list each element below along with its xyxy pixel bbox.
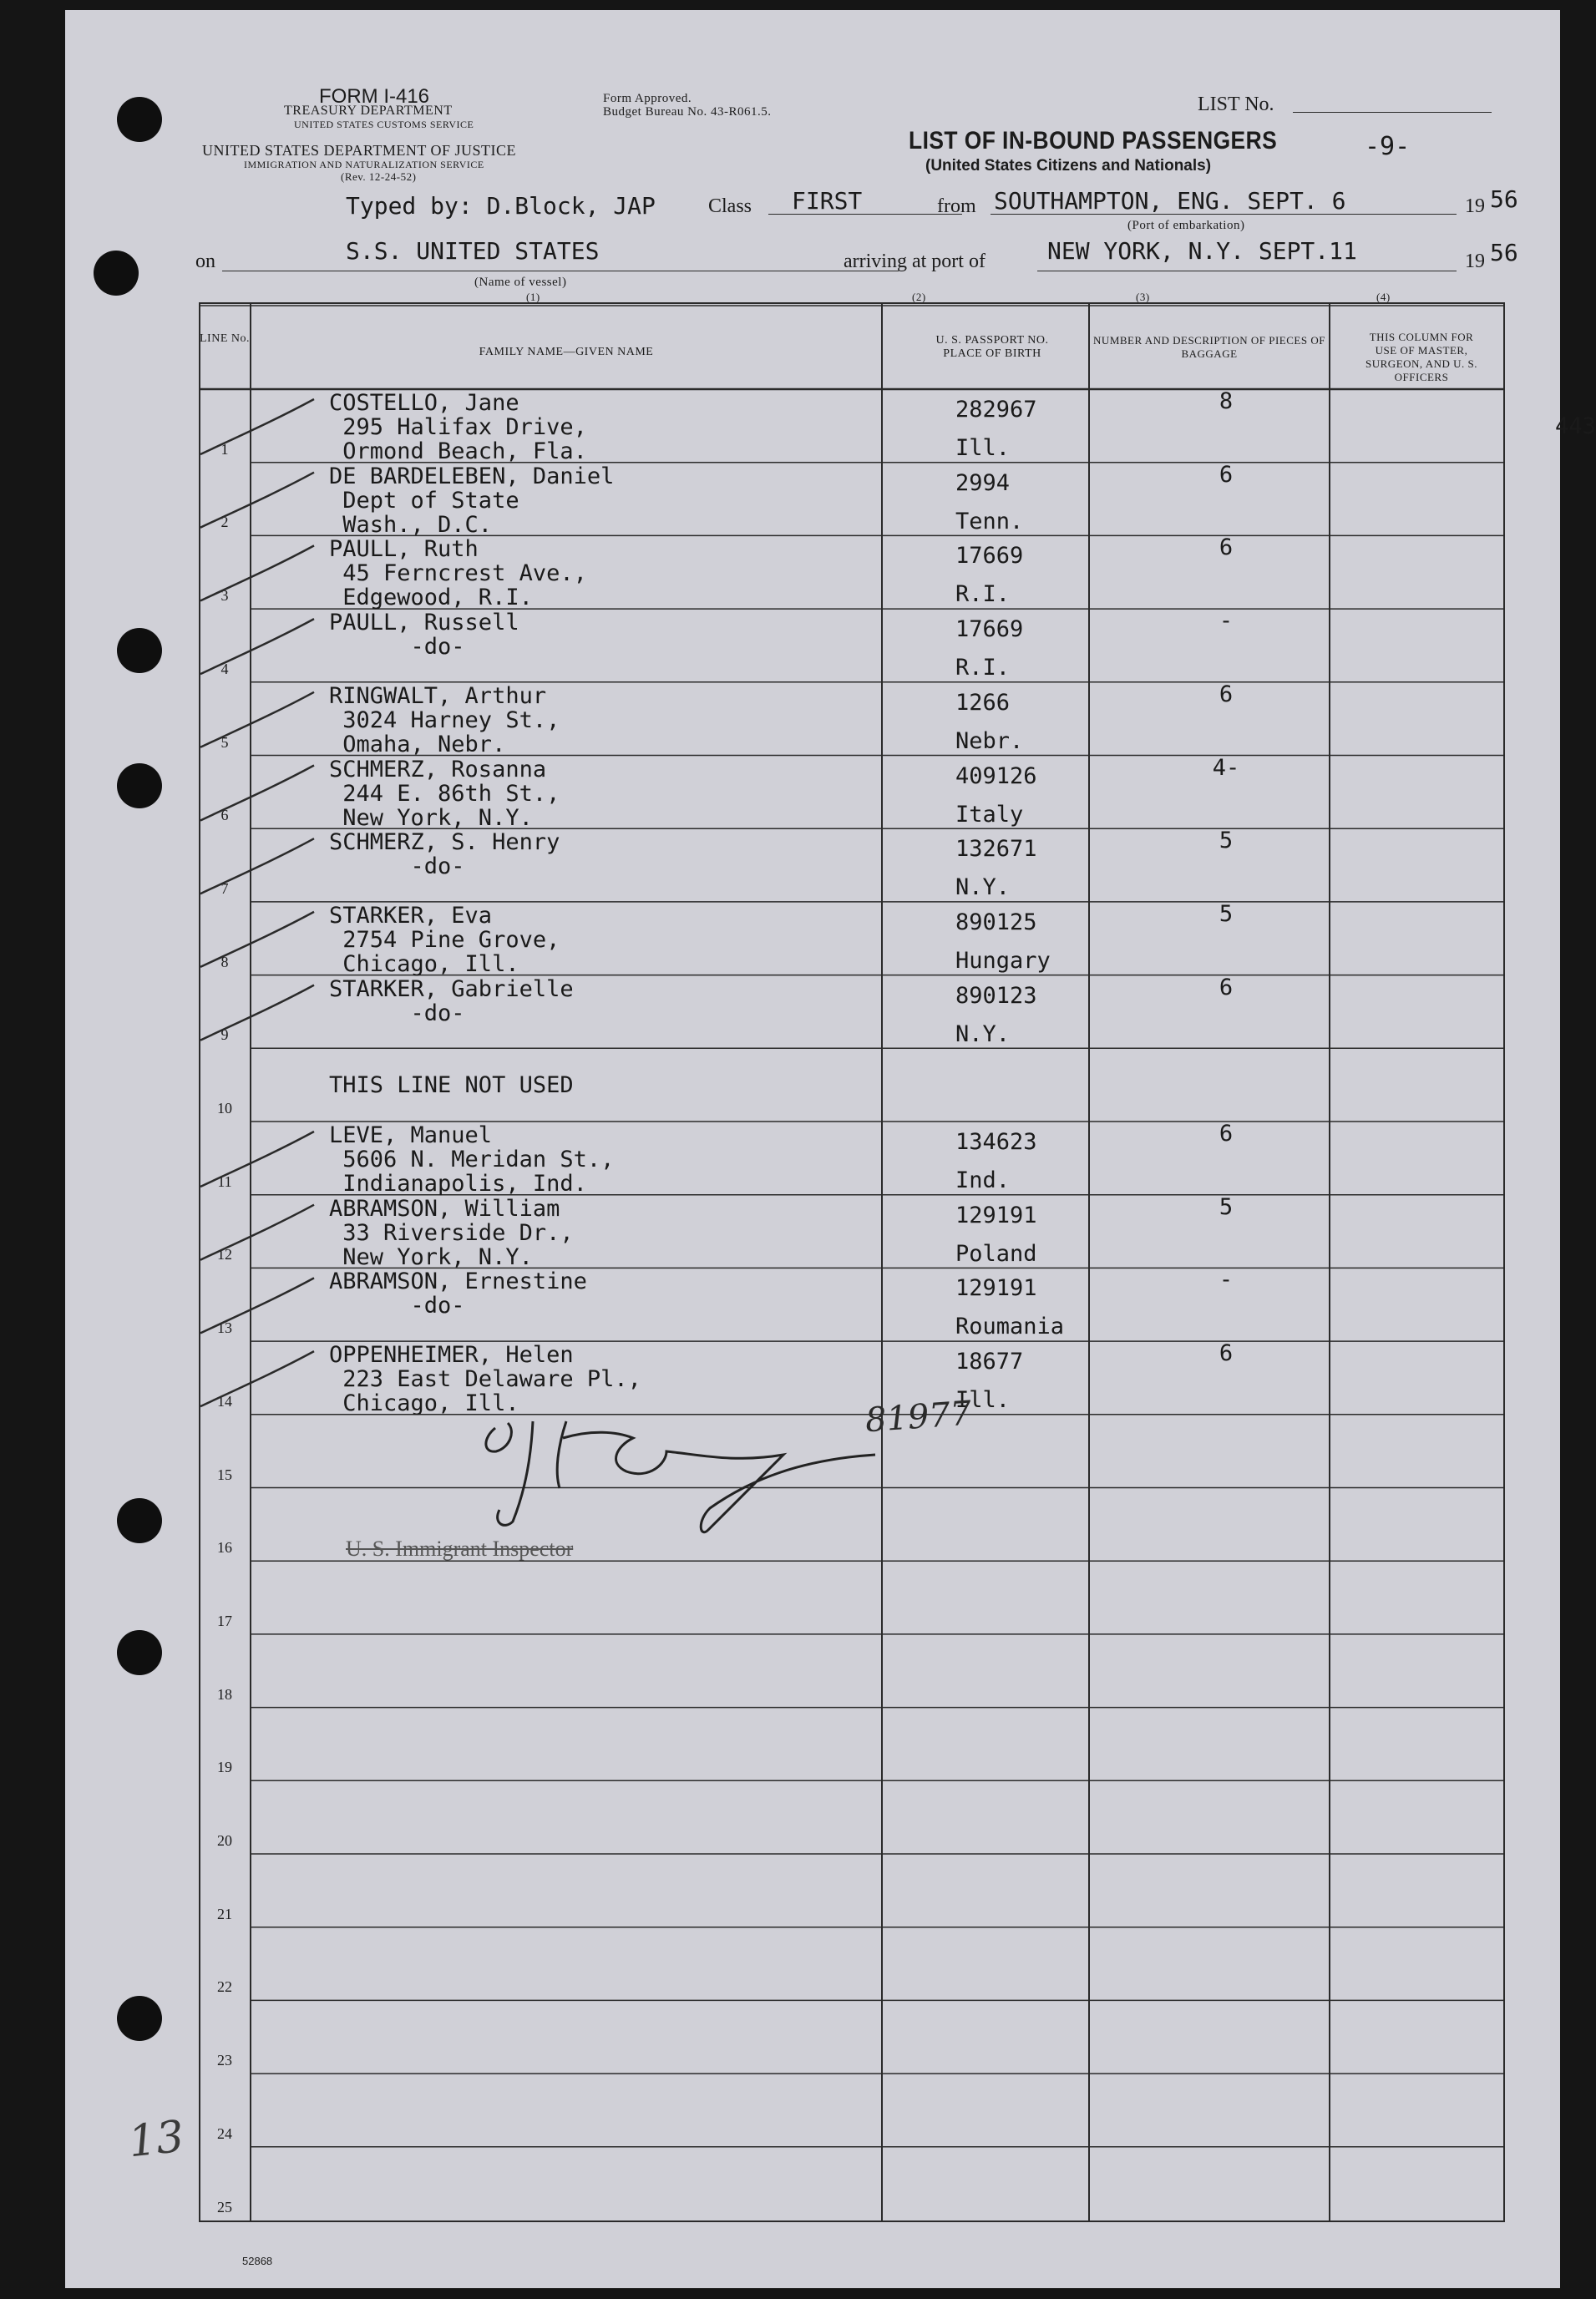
baggage-count: - [1219,1267,1234,1294]
passenger-name: RINGWALT, Arthur [329,682,547,709]
passenger-name: COSTELLO, Jane [329,390,519,416]
vessel-name: S.S. UNITED STATES [346,237,600,265]
list-no-line [1293,112,1492,113]
place-of-birth: Tenn. [955,508,1024,534]
passenger-name: DE BARDELEBEN, Daniel [329,463,615,489]
dept-treasury: TREASURY DEPARTMENT [284,104,453,118]
dept-justice: UNITED STATES DEPARTMENT OF JUSTICE [202,142,517,159]
passenger-table [199,302,1596,2223]
from-label: from [937,195,976,217]
line-number: 25 [217,2198,232,2215]
line-number: 12 [217,1246,232,1263]
col-no-4: (4) [1376,291,1391,303]
place-of-birth: R.I. [955,655,1011,681]
customs-service: UNITED STATES CUSTOMS SERVICE [294,119,474,130]
header-passport: U. S. PASSPORT NO. PLACE OF BIRTH [935,334,1049,360]
from-year-prefix: 19 [1465,195,1485,217]
passenger-address: -do- [329,634,465,661]
revision: (Rev. 12-24-52) [341,170,417,183]
passenger-name: THIS LINE NOT USED [329,1072,574,1099]
header-baggage: NUMBER AND DESCRIPTION OF PIECES OF BAGGAGE [1093,334,1325,360]
punch-hole [117,97,162,142]
passenger-address: 2754 Pine Grove, Chicago, Ill. [342,926,560,977]
passenger-name: STARKER, Eva [329,902,493,929]
punch-hole [117,763,162,808]
from-year: 56 [1490,185,1518,213]
passenger-name: LEVE, Manuel [329,1122,493,1148]
passport-number: 134623 [955,1129,1037,1155]
vessel-caption: (Name of vessel) [474,276,567,289]
passport-number: 17669 [955,543,1024,570]
passport-number: 17669 [955,616,1024,643]
place-of-birth: Nebr. [955,727,1024,754]
passenger-name: PAULL, Russell [329,610,519,636]
passenger-address: -do- [329,1293,465,1319]
passenger-address: Dept of State Wash., D.C. [342,487,519,538]
punch-hole [117,628,162,673]
form-number: FORM I-416 [319,85,430,108]
baggage-count: 6 [1219,974,1234,1000]
baggage-count: 8 [1219,388,1234,414]
on-label: on [195,251,215,272]
officer-note: 443 [1555,413,1596,439]
passenger-address: 45 Ferncrest Ave., Edgewood, R.I. [342,560,587,611]
place-of-birth: Roumania [955,1314,1065,1340]
baggage-count: 6 [1219,461,1234,488]
line-number: 8 [220,953,229,970]
baggage-count: 6 [1219,1340,1234,1367]
passenger-address: 3024 Harney St., Omaha, Nebr. [342,706,560,757]
passenger-address: -do- [329,853,465,880]
line-number: 22 [217,1978,232,1996]
passport-number: 1266 [955,689,1011,716]
place-of-birth: Ill. [955,435,1011,461]
place-of-birth: Hungary [955,947,1051,974]
passenger-name: SCHMERZ, S. Henry [329,829,560,856]
class-value: FIRST [792,187,863,215]
line-number: 10 [217,1100,232,1117]
vessel-col-no: (1) [526,291,540,303]
header-officers: THIS COLUMN FOR USE OF MASTER, SURGEON, AND U. S. OFFICERS [1365,331,1477,383]
list-number: -9- [1365,132,1411,161]
line-number: 24 [217,2124,232,2142]
line-number: 18 [217,1685,232,1703]
baggage-count: 6 [1219,681,1234,707]
passport-number: 282967 [955,397,1037,423]
passenger-name: PAULL, Ruth [329,536,479,563]
passenger-name: OPPENHEIMER, Helen [329,1342,574,1369]
arrival-value: NEW YORK, N.Y. SEPT.11 [1047,237,1357,265]
line-number: 9 [220,1026,229,1044]
arrival-year: 56 [1490,239,1518,266]
list-no-label: LIST No. [1198,94,1274,115]
passenger-name: SCHMERZ, Rosanna [329,756,547,782]
punch-hole [94,251,139,296]
passport-number: 890123 [955,982,1037,1009]
passenger-address: 295 Halifax Drive, Ormond Beach, Fla. [342,414,587,464]
port-embarkation-caption: (Port of embarkation) [1127,219,1245,232]
typed-by: Typed by: D.Block, JAP [346,192,656,220]
passenger-name: STARKER, Gabrielle [329,975,574,1002]
form-approved: Form Approved. [603,92,692,105]
baggage-count: 4- [1212,754,1240,781]
passenger-name: ABRAMSON, Ernestine [329,1269,587,1295]
baggage-count: 6 [1219,534,1234,561]
place-of-birth: N.Y. [955,874,1011,901]
baggage-count: - [1219,608,1234,635]
from-underline [991,214,1457,215]
passenger-address: 223 East Delaware Pl., Chicago, Ill. [342,1366,641,1417]
line-number: 14 [217,1392,232,1410]
margin-note: 13 [126,2111,187,2168]
passenger-address: -do- [329,1000,465,1026]
col-no-3: (3) [1136,291,1150,303]
place-of-birth: Ill. [955,1387,1011,1414]
arrival-year-prefix: 19 [1465,251,1485,272]
form-page [65,10,1596,2288]
passport-number: 2994 [955,469,1011,496]
line-number: 16 [217,1539,232,1557]
inspector-title: U. S. Immigrant Inspector [346,1537,574,1561]
ins-service: IMMIGRATION AND NATURALIZATION SERVICE [244,159,484,170]
punch-hole [117,1996,162,2041]
line-number: 6 [220,807,229,824]
baggage-count: 5 [1219,1193,1234,1220]
place-of-birth: N.Y. [955,1020,1011,1047]
baggage-count: 5 [1219,828,1234,854]
line-number: 2 [220,514,229,531]
header-name: FAMILY NAME—GIVEN NAME [479,346,654,358]
punch-hole [117,1630,162,1675]
budget-bureau: Budget Bureau No. 43-R061.5. [603,105,772,119]
line-number: 17 [217,1612,232,1629]
line-number: 13 [217,1319,232,1337]
line-number: 21 [217,1905,232,1922]
list-title: LIST OF IN-BOUND PASSENGERS [909,127,1278,154]
line-number: 5 [220,733,229,751]
from-value: SOUTHAMPTON, ENG. SEPT. 6 [994,187,1346,215]
passenger-address: 244 E. 86th St., New York, N.Y. [342,780,560,831]
passenger-address: 33 Riverside Dr., New York, N.Y. [342,1219,574,1270]
line-number: 1 [220,440,229,458]
passport-number: 129191 [955,1202,1037,1228]
handwritten-number: 81977 [864,1394,973,1441]
passport-number: 890125 [955,909,1037,935]
passport-number: 409126 [955,762,1037,789]
passport-number: 132671 [955,836,1037,863]
passenger-name: ABRAMSON, William [329,1195,560,1222]
line-number: 20 [217,1832,232,1849]
line-number: 7 [220,879,229,897]
line-number: 3 [220,587,229,605]
baggage-count: 5 [1219,900,1234,927]
punch-hole [117,1498,162,1543]
line-number: 15 [217,1466,232,1483]
arriving-label: arriving at port of [844,251,985,272]
line-number: 19 [217,1759,232,1776]
baggage-count: 6 [1219,1121,1234,1147]
col-no-2: (2) [912,291,926,303]
class-label: Class [708,195,752,217]
line-number: 4 [220,660,229,677]
passport-number: 129191 [955,1275,1037,1302]
header-line-no: LINE No. [200,332,250,345]
class-underline [768,214,962,215]
place-of-birth: R.I. [955,581,1011,608]
place-of-birth: Ind. [955,1167,1011,1193]
place-of-birth: Italy [955,801,1024,828]
print-code: 52868 [242,2255,273,2267]
passport-number: 18677 [955,1349,1024,1375]
place-of-birth: Poland [955,1240,1037,1267]
list-subtitle: (United States Citizens and Nationals) [925,157,1212,175]
line-number: 23 [217,2052,232,2069]
passenger-address: 5606 N. Meridan St., Indianapolis, Ind. [342,1147,615,1197]
line-number: 11 [217,1172,232,1190]
